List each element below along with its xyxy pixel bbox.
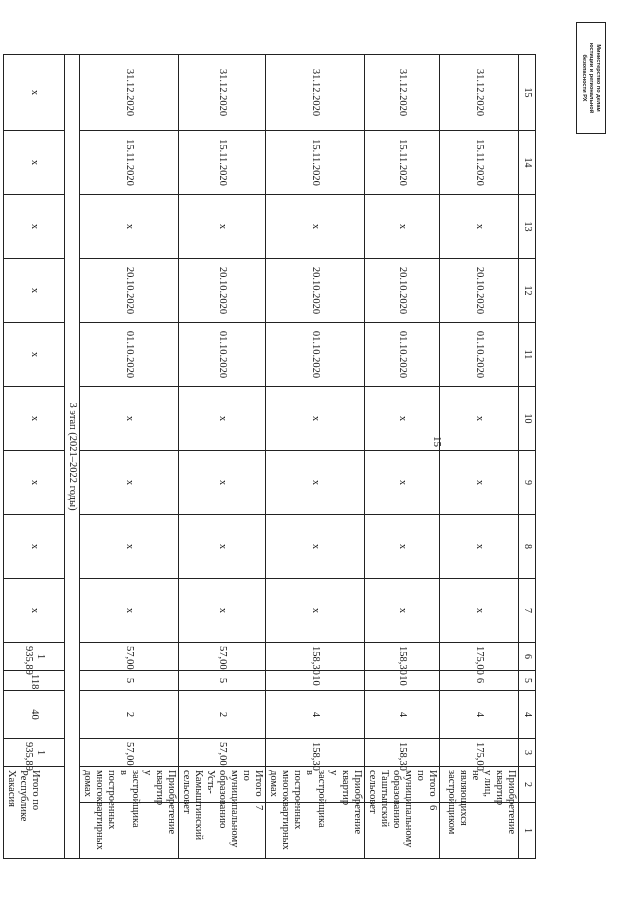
ministry-stamp: [576, 22, 606, 134]
cell-value: x: [4, 451, 65, 515]
cell-date: 20.10.2020: [266, 259, 365, 323]
cell-value: x: [4, 515, 65, 579]
header-cell: 6: [519, 643, 536, 671]
cell-value: x: [365, 579, 440, 643]
cell-date: 15.11.2020: [80, 131, 179, 195]
cell-date: x: [4, 131, 65, 195]
table-row: [80, 55, 179, 859]
cell-date: 01.10.2020: [365, 323, 440, 387]
row-name: Приобретение квартир у застройщика в построенных многоквартирных домах: [80, 767, 179, 803]
cell-area: 57,00: [179, 643, 266, 671]
cell-value: x: [179, 579, 266, 643]
cell-area: 158,30: [365, 643, 440, 671]
cell-date: 15.11.2020: [440, 131, 519, 195]
cell-area: 57,00: [80, 643, 179, 671]
cell-area: 158,30: [266, 643, 365, 671]
cell-value: x: [440, 195, 519, 259]
cell-date: 01.10.2020: [80, 323, 179, 387]
cell-count: 2: [179, 691, 266, 739]
header-cell: 12: [519, 259, 536, 323]
cell-area: 1 935,89: [4, 643, 65, 671]
cell-value: x: [80, 515, 179, 579]
cell-date: 01.10.2020: [440, 323, 519, 387]
cell-value: x: [266, 579, 365, 643]
cell-area: 158,30: [266, 739, 365, 767]
cell-count: 2: [80, 691, 179, 739]
header-cell: 4: [519, 691, 536, 739]
cell-value: x: [80, 195, 179, 259]
cell-count: 4: [365, 691, 440, 739]
header-cell: 10: [519, 387, 536, 451]
table-row: [440, 55, 519, 859]
cell-people: 5: [179, 671, 266, 691]
cell-area: 175,00: [440, 739, 519, 767]
total-name: Итого по Республике Хакасия: [4, 767, 65, 859]
header-cell: 5: [519, 671, 536, 691]
stamp-line: безопасности РХ: [581, 54, 588, 102]
cell-date: x: [4, 323, 65, 387]
header-cell: 3: [519, 739, 536, 767]
cell-value: x: [266, 195, 365, 259]
total-row: [4, 55, 65, 859]
cell-date: 20.10.2020: [179, 259, 266, 323]
cell-value: x: [4, 195, 65, 259]
cell-end-date: 31.12.2020: [80, 55, 179, 131]
header-cell: 9: [519, 451, 536, 515]
cell-people: 10: [266, 671, 365, 691]
cell-date: 01.10.2020: [179, 323, 266, 387]
cell-count: 4: [266, 691, 365, 739]
row-name: Приобретение квартир у застройщика в построенных многоквартирных домах: [266, 767, 365, 803]
table-row: [365, 55, 440, 859]
cell-area: 1 935,89: [4, 739, 65, 767]
row-name: Итого по муниципальному образованию Усть-Камыштинский сельсовет: [179, 767, 266, 803]
cell-value: x: [440, 387, 519, 451]
program-table: [3, 54, 536, 859]
cell-value: x: [179, 515, 266, 579]
cell-people: 118: [4, 671, 65, 691]
cell-end-date: x: [4, 55, 65, 131]
cell-end-date: 31.12.2020: [440, 55, 519, 131]
cell-value: x: [266, 387, 365, 451]
cell-value: x: [80, 579, 179, 643]
cell-date: 15.11.2020: [179, 131, 266, 195]
cell-value: x: [80, 387, 179, 451]
cell-value: x: [179, 451, 266, 515]
cell-value: x: [365, 451, 440, 515]
cell-value: x: [440, 579, 519, 643]
header-cell: 7: [519, 579, 536, 643]
cell-value: x: [440, 451, 519, 515]
cell-people: 10: [365, 671, 440, 691]
page-number: 15: [431, 436, 443, 447]
cell-date: 20.10.2020: [80, 259, 179, 323]
cell-value: x: [80, 451, 179, 515]
cell-value: x: [4, 579, 65, 643]
cell-value: x: [266, 515, 365, 579]
cell-value: x: [365, 515, 440, 579]
row-number: 7: [179, 803, 266, 859]
cell-value: x: [266, 451, 365, 515]
cell-value: x: [365, 195, 440, 259]
cell-date: 20.10.2020: [440, 259, 519, 323]
program-table-container: [6, 54, 536, 858]
cell-date: 20.10.2020: [365, 259, 440, 323]
stamp-line: Министерство по делам: [595, 44, 602, 112]
row-name: Итого по муниципальному образованию Таштыпский сельсовет: [365, 767, 440, 803]
header-cell: 14: [519, 131, 536, 195]
cell-count: 4: [440, 691, 519, 739]
header-cell: 13: [519, 195, 536, 259]
cell-area: 57,00: [80, 739, 179, 767]
cell-end-date: 31.12.2020: [179, 55, 266, 131]
cell-value: x: [179, 387, 266, 451]
header-cell: 15: [519, 55, 536, 131]
header-cell: 1: [519, 803, 536, 859]
cell-date: 15.11.2020: [365, 131, 440, 195]
row-name: Приобретение квартир у лиц, не являющихся застройщиком: [440, 767, 519, 803]
cell-area: 158,30: [365, 739, 440, 767]
stage-row: [65, 55, 80, 859]
header-cell: 8: [519, 515, 536, 579]
cell-value: x: [365, 387, 440, 451]
cell-value: x: [179, 195, 266, 259]
cell-area: 57,00: [179, 739, 266, 767]
cell-people: 5: [80, 671, 179, 691]
cell-people: 6: [440, 671, 519, 691]
cell-date: x: [4, 259, 65, 323]
cell-end-date: 31.12.2020: [266, 55, 365, 131]
cell-date: 15.11.2020: [266, 131, 365, 195]
row-number: 6: [365, 803, 440, 859]
header-row: [519, 55, 536, 859]
header-cell: 11: [519, 323, 536, 387]
stage-label: 3 этап (2021–2022 годы): [65, 55, 80, 859]
cell-value: x: [4, 387, 65, 451]
cell-area: 175,00: [440, 643, 519, 671]
table-row: [266, 55, 365, 859]
cell-end-date: 31.12.2020: [365, 55, 440, 131]
header-cell: 2: [519, 767, 536, 803]
cell-value: x: [440, 515, 519, 579]
stamp-line: юстиции и региональной: [588, 42, 595, 114]
cell-date: 01.10.2020: [266, 323, 365, 387]
cell-count: 40: [4, 691, 65, 739]
table-row: [179, 55, 266, 859]
